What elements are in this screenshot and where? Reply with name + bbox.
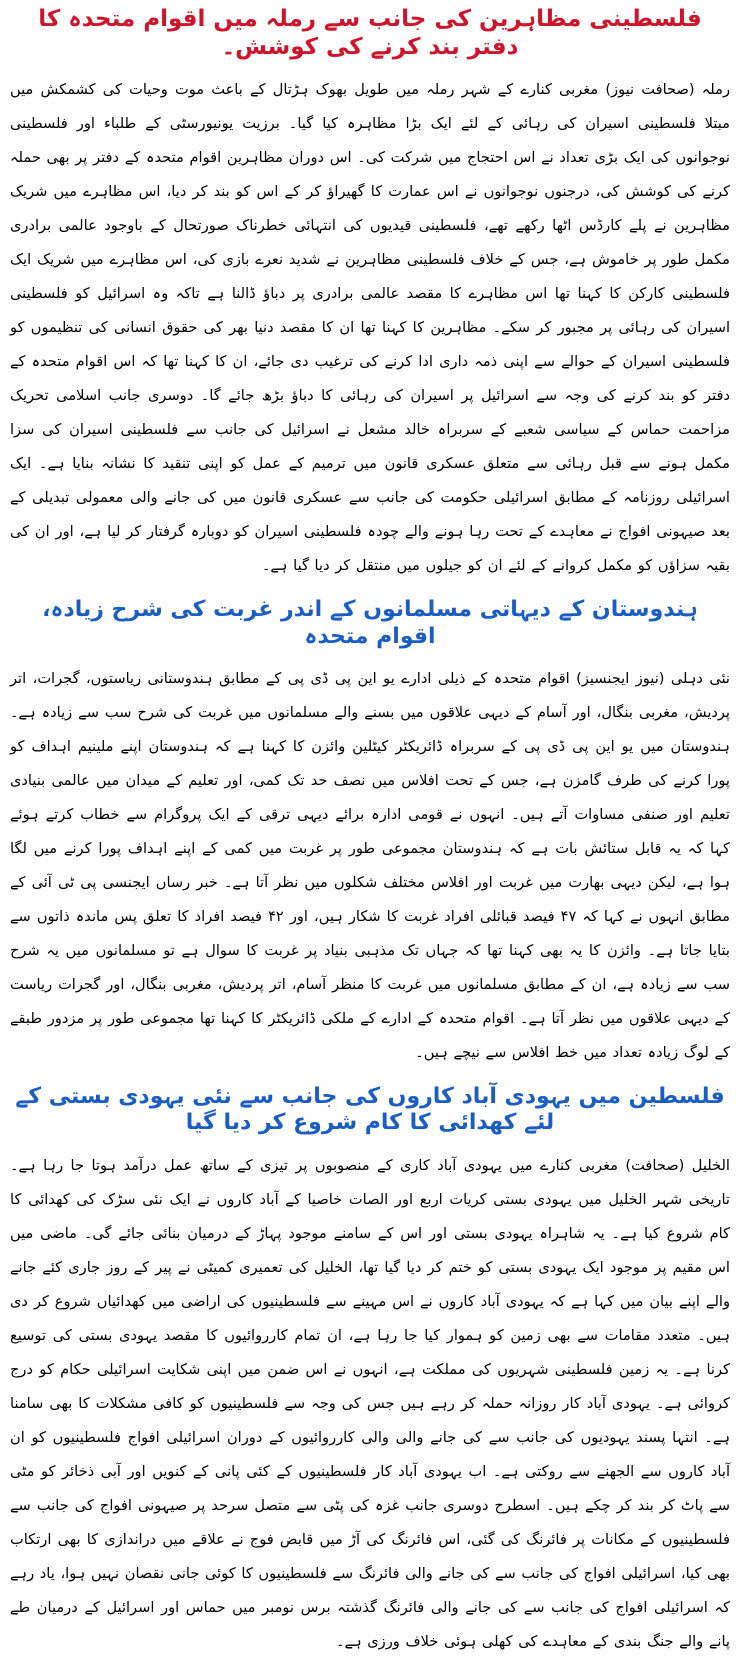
body-settlement-excavation: الخلیل (صحافت) مغربی کنارے میں یہودی آباد کاری کے منصوبوں پر تیزی کے ساتھ عمل درآمد ہوتا جا رہا ہے۔ تاریخی شہر الخلیل میں یہودی بستی کریات اربع اور الصات خاصیا کے آباد کاروں نے ایک نئی سڑک کی کھدائی کا کام شروع کیا ہے۔ یہ شاہراہ یہودی بستی اور اس کے سامنے موجود پہاڑ کے درمیان بنائی جائے گی۔ ماضی میں اس مقیم پر موجود ایک یہودی بستی کو ختم کر دیا گیا تھا، الخلیل کی تعمیری کمیٹی نے پیر کے روز جاری کئے جانے والے اپنے بیان میں کہا ہے کہ یہودی آباد کاروں نے اس مہینے سے فلسطینیوں کی اراضی میں کھدائیاں شروع کر دی ہیں۔ متعدد مقامات سے بھی زمین کو ہموار کیا جا رہا ہے، ان تمام کارروائیوں کا مقصد یہودی بستی کی توسیع کرنا ہے۔ یہ زمین فلسطینی شہریوں کی مملکت ہے، انہوں نے اس ضمن میں اپنی شکایت اسرائیلی حکام کو درج کروائی ہے۔ یہودی آباد کار روزانہ حملہ کر رہے ہیں جس کی وجہ سے فلسطینیوں کو کافی مشکلات کا بھی سامنا ہے۔ انتہا پسند یہودیوں کی جانب سے کی جانے والی والی کارروائیوں کے دوران اسرائیلی افواج فلسطینیوں کو ان آباد کاروں سے الجھنے سے روکتی ہے۔ اب یہودی آباد کار فلسطینیوں کے کئی پانی کے کنویں اور آبی ذخائر کو مٹی سے پاٹ کر بند کر چکے ہیں۔ اسطرح دوسری جانب غزہ کی پٹی سے متصل سرحد پر صیہونی افواج کی جانب سے فلسطینیوں کے مکانات پر فائرنگ کی گئی، اس فائرنگ کی آڑ میں قابض فوج نے علاقے میں دراندازی کا بھی ارتکاب بھی کیا، اسرائیلی افواج کی جانب سے کی جانے والی فائرنگ سے فلسطینیوں کا کوئی جانی نقصان نہیں ہوا، یاد رہے کہ اسرائیلی افواج کی جانب سے کی جانے والی فائرنگ گذشتہ برس نومبر میں حماس اور اسرائیل کے درمیان طے پانے والے جنگ بندی کے معاہدے کی کھلی ہوئی خلاف ورزی ہے۔ (10, 1156, 730, 1650)
article-india-poverty (10, 583, 730, 1070)
headline-india-poverty: ہندوستان کے دیہاتی مسلمانوں کے اندر غربت کی شرح زیادہ، اقوام متحدہ (42, 597, 698, 649)
body-ramallah-protest: رملہ (صحافت نیوز) مغربی کنارے کے شہر رملہ میں طویل بھوک ہڑتال کے باعث موت وحیات کی کشمکش میں مبتلا فلسطینی اسیران کی رہائی کے لئے ایک بڑا مظاہرہ کیا گیا۔ برزیت یونیورسٹی کے طلباء اور فلسطینی نوجوانوں کی ایک بڑی تعداد نے اس احتجاج میں شرکت کی۔ اس دوران مظاہرین اقوام متحدہ کے دفتر پر بھی حملہ کرنے کی کوشش کی، درجنوں نوجوانوں نے اس عمارت کا گھیراؤ کر کے اس کو بند کر دیا، اس مظاہرے میں شریک مظاہرین نے پلے کارڈس اٹھا رکھے تھے، فلسطینی قیدیوں کی انتہائی خطرناک صورتحال کے باوجود عالمی برادری مکمل طور پر خاموش ہے، جس کے خلاف فلسطینی مظاہرین نے شدید نعرے بازی کی، اس مظاہرے میں شریک ایک فلسطینی کارکن کا کہنا تھا اس مظاہرے کا مقصد عالمی برادری پر دباؤ ڈالنا ہے تاکہ وہ اسرائیل کو فلسطینی اسیران کی رہائی پر مجبور کر سکے۔ مظاہرین کا کہنا تھا ان کا مقصد دنیا بھر کی حقوق انسانی کی تنظیموں کو فلسطینی اسیران کے حوالے سے اپنی ذمہ داری ادا کرنے کی ترغیب دی جائے، ان کا کہنا تھا کہ اس اقوام متحدہ کے دفتر کو بند کرنے کی وجہ سے اسرائیل پر اسیران کی رہائی کا دباؤ بڑھ جائے گا۔ دوسری جانب اسلامی تحریک مزاحمت حماس کے سیاسی شعبے کے سربراہ خالد مشعل نے اسرائیل کی جانب سے فلسطینی اسیران کی سزا مکمل ہونے سے قبل رہائی سے متعلق عسکری قانون میں ترمیم کے عمل کو اپنی تنقید کا نشانہ بنایا ہے۔ ایک اسرائیلی روزنامہ کے مطابق اسرائیلی حکومت کی جانب سے عسکری قانون میں کی جانے والی معمولی تبدیلی کے بعد صیہونی افواج نے معاہدے کے تحت رہا ہونے والے چودہ فلسطینی اسیران کو دوبارہ گرفتار کر لیا ہے، اور ان کی بقیہ سزاؤں کو مکمل کروانے کے لئے ان کو جیلوں میں منتقل کر دیا گیا ہے۔ (10, 81, 730, 575)
article-settlement-excavation (10, 1070, 730, 1659)
body-india-poverty: نئی دہلی (نیوز ایجنسیز) اقوام متحدہ کے ذیلی ادارے یو این پی ڈی پی کے مطابق ہندوستانی ریاستوں، گجرات، اتر پردیش، مغربی بنگال، اور آسام کے دیہی علاقوں میں بسنے والے مسلمانوں میں غربت کی شرح سب سے زیادہ ہے۔ ہندوستان میں یو این پی ڈی پی کے سربراہ ڈائریکٹر کیٹلین وائزن کا کہنا ہے کہ ہندوستان اپنے ملینیم اہداف کو پورا کرنے کی طرف گامزن ہے، جس کے تحت افلاس میں نصف حد تک کمی، اور تعلیم کے میدان میں عالمی بنیادی تعلیم اور صنفی مساوات آتے ہیں۔ انہوں نے قومی ادارہ برائے دیہی ترقی کے ایک پروگرام سے خطاب کرتے ہوئے کہا کہ یہ قابل ستائش بات ہے کہ ہندوستان مجموعی طور پر غربت میں کمی کے اپنے اہداف پورا کرنے میں لگا ہوا ہے، لیکن دیہی بھارت میں غربت اور افلاس مختلف شکلوں میں نظر آتا ہے۔ خبر رساں ایجنسی پی ٹی آئی کے مطابق انہوں نے کہا کہ ۴۷ فیصد قبائلی افراد غربت کا شکار ہیں، اور ۴۲ فیصد افراد کا تعلق پس ماندہ ذاتوں سے بتایا جاتا ہے۔ وائزن کا یہ بھی کہنا تھا کہ جہاں تک مذہبی بنیاد پر غربت کا سوال ہے تو مسلمانوں میں یہ شرح سب سے زیادہ ہے، ان کے مطابق مسلمانوں میں غربت کا منظر آسام، اتر پردیش، مغربی بنگال، اور گجرات ریاست کے دیہی علاقوں میں نظر آتا ہے۔ اقوام متحدہ کے ادارے کے ملکی ڈائریکٹر کا کہنا تھا مجموعی طور پر مزدور طبقے کے لوگ زیادہ تعداد میں خط افلاس سے نیچے ہیں۔ (10, 669, 730, 1061)
headline-ramallah-protest: فلسطینی مظاہرین کی جانب سے رملہ میں اقوام متحدہ کا دفتر بند کرنے کی کوشش۔ (38, 6, 702, 60)
headline-settlement-excavation: فلسطین میں یہودی آباد کاروں کی جانب سے نئی یہودی بستی کے لئے کھدائی کا کام شروع کر دیا گیا (15, 1083, 725, 1136)
article-ramallah-protest (10, 4, 730, 583)
